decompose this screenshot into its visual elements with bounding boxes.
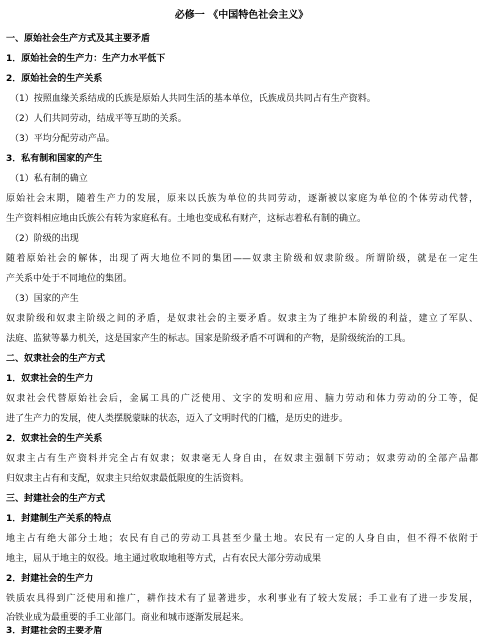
sub-subheading: （2）阶级的出现 (10, 234, 79, 244)
subheading: 1．奴隶社会的生产力 (6, 374, 94, 384)
paragraph-line: 地主占有绝大部分土地；农民有自己的劳动工具甚至少量土地。农民有一定的人身自由，但不得不依附于 (6, 534, 478, 544)
paragraph-line: 随着原始社会的解体，出现了两大地位不同的集团——奴隶主阶级和奴隶阶级。所谓阶级，就是在一定生 (6, 254, 478, 264)
paragraph-line: 铁质农具得到广泛使用和推广，耕作技术有了显著进步，水利事业有了较大发展；手工业有了进一步发展， (6, 594, 478, 604)
document-title: 必修一 《中国特色社会主义》 (174, 10, 309, 21)
subheading: 2．封建社会的生产力 (6, 574, 94, 584)
paragraph-line: 原始社会末期，随着生产力的发展，原来以氏族为单位的共同劳动，逐渐被以家庭为单位的个体劳动代替， (6, 194, 478, 204)
sub-subheading: （3）国家的产生 (10, 294, 79, 304)
section-heading: 二、奴隶社会的生产方式 (6, 354, 106, 364)
paragraph-line: 进了生产力的发展，使人类摆脱蒙昧的状态，迈入了文明时代的门槛，是历史的进步。 (6, 414, 349, 424)
subheading: 1．封建制生产关系的特点 (6, 514, 112, 524)
paragraph-line: 归奴隶主占有和支配，奴隶主只给奴隶最低限度的生活资料。 (6, 474, 250, 484)
paragraph-line: 奴隶主占有生产资料并完全占有奴隶；奴隶毫无人身自由，在奴隶主强制下劳动；奴隶劳动的全部产品都 (6, 454, 478, 464)
list-item: （1）按照血缘关系结成的氏族是原始人共同生活的基本单位，氏族成员共同占有生产资料。 (10, 94, 376, 104)
list-item: （3）平均分配劳动产品。 (10, 134, 115, 144)
sub-subheading: （1）私有制的确立 (10, 174, 88, 184)
paragraph-line: 生产资料相应地由氏族公有转为家庭私有。土地也变成私有财产，这标志着私有制的确立。 (6, 214, 367, 224)
subheading: 2．原始社会的生产关系 (6, 74, 103, 84)
subheading: 1．原始社会的生产力：生产力水平低下 (6, 54, 166, 64)
list-item: （2）人们共同劳动，结成平等互助的关系。 (10, 114, 187, 124)
subheading: 3．封建社会的主要矛盾 (6, 626, 103, 636)
paragraph-line: 地主，屈从于地主的奴役。地主通过收取地租等方式，占有农民大部分劳动成果 (6, 554, 322, 564)
section-heading: 一、原始社会生产方式及其主要矛盾 (6, 34, 151, 44)
subheading: 2．奴隶社会的生产关系 (6, 434, 103, 444)
paragraph-line: 法庭、监狱等暴力机关，这是国家产生的标志。国家是阶级矛盾不可调和的产物，是阶级统治的工具。 (6, 334, 412, 344)
section-heading: 三、封建社会的生产方式 (6, 494, 106, 504)
paragraph-line: 产关系中处于不同地位的集团。 (6, 274, 133, 284)
paragraph-line: 冶铁业成为最重要的手工业部门。商业和城市逐渐发展起来。 (6, 613, 250, 623)
subheading: 3．私有制和国家的产生 (6, 154, 103, 164)
paragraph-line: 奴隶社会代替原始社会后，金属工具的广泛使用、文字的发明和应用、脑力劳动和体力劳动的分工等，促 (6, 394, 478, 404)
paragraph-line: 奴隶阶级和奴隶主阶级之间的矛盾，是奴隶社会的主要矛盾。奴隶主为了维护本阶级的利益，建立了军队、 (6, 314, 478, 324)
